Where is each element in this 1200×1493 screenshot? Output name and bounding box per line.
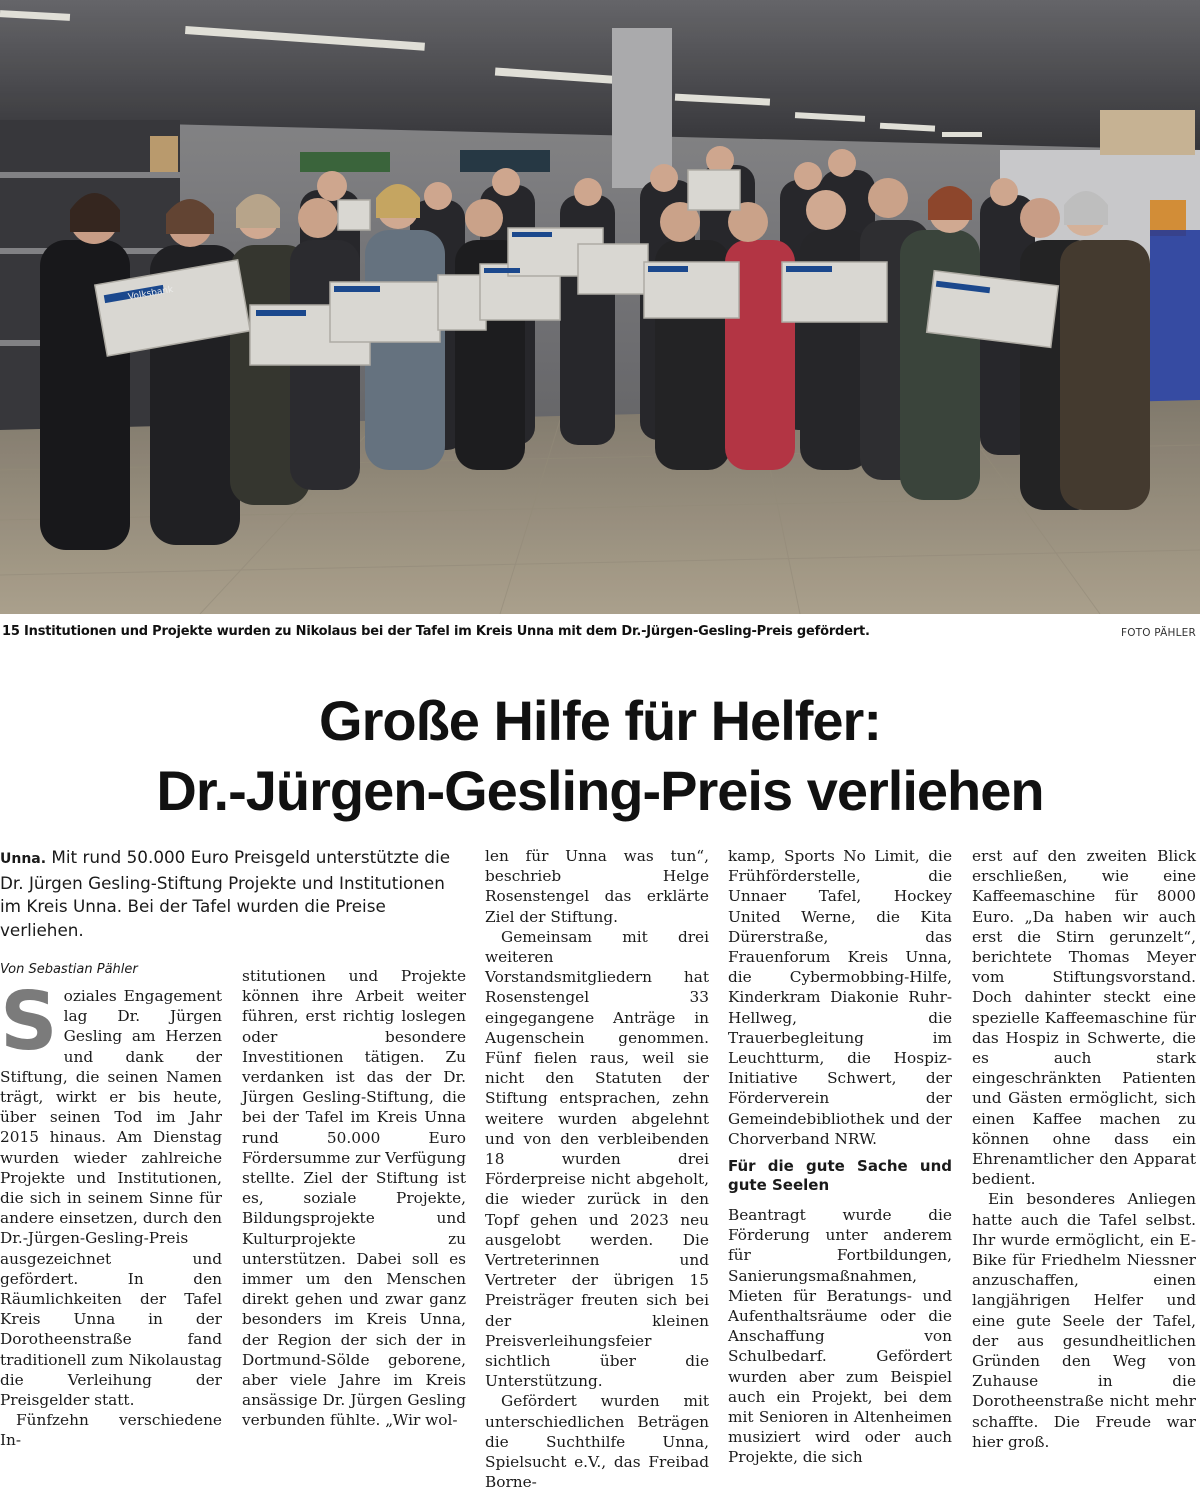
paragraph: Gemeinsam mit drei weiteren Vorstandsmitgliedern hat Rosenstengel 33 eingegangene Anträge in Augenschein genommen. Fünf fielen raus, weil sie nicht den Statuten der Stiftung entsprachen, zehn weitere wurden abgelehnt und von den verbleibenden 18 wurden drei Förderpreise nicht abgeholt, die wieder zurück in den Topf gehen und 2023 neu ausgelobt werden. Die Vertreterinnen und Vertreter der übrigen 15 Preisträger freuten sich bei der kleinen Preisverleihungsfeier sichtlich über die Unterstützung. bbox=[485, 927, 709, 1391]
body-column-5 bbox=[972, 846, 1196, 1452]
paragraph: oziales Engagement lag Dr. Jürgen Gesling am Herzen und dank der Stiftung, die seinen Namen trägt, wirkt er bis heute, über seinen Tod im Jahr 2015 hinaus. Am Dienstag wurden wieder zahlreiche Projekte und Institutionen, die sich in seinem Sinne für andere einsetzen, durch den Dr.-Jürgen-Gesling-Preis ausgezeichnet und gefördert. In den Räumlichkeiten der Tafel Kreis Unna in der Dorotheenstraße fand traditionell zum Nikolaustag die Verleihung der Preisgelder statt. bbox=[0, 987, 222, 1410]
headline-line-2: Dr.-Jürgen-Gesling-Preis verliehen bbox=[156, 759, 1044, 822]
body-column-1 bbox=[0, 975, 222, 1451]
byline: Von Sebastian Pähler bbox=[0, 962, 138, 977]
paragraph: len für Unna was tun“, beschrieb Helge Rosenstengel das erklärte Ziel der Stiftung. bbox=[485, 847, 709, 926]
photo-caption: 15 Institutionen und Projekte wurden zu Nikolaus bei der Tafel im Kreis Unna mit dem Dr.-Jürgen-Gesling-Preis gefördert. bbox=[2, 624, 870, 639]
paragraph: Ein besonderes Anliegen hatte auch die Tafel selbst. Ihr wurde ermöglicht, ein E-Bike für Friedhelm Niessner anzuschaffen, einen langjährigen Helfer und eine gute Seele der Tafel, der aus gesundheitlichen Gründen den Weg von Zuhause in die Dorotheenstraße nicht mehr schaffte. Die Freude war hier groß. bbox=[972, 1190, 1196, 1451]
cheque-brand-text: Volksbank bbox=[127, 284, 175, 303]
group-photo-illustration bbox=[0, 0, 1200, 614]
drop-cap: S bbox=[0, 975, 58, 1068]
paragraph: Beantragt wurde die Förderung unter anderem für Fortbildungen, Sanierungsmaßnahmen, Mieten für Beratungs- und Aufenthaltsräume oder die Anschaffung von Schulbedarf. Gefördert wurden aber zum Beispiel auch ein Projekt, bei dem mit Senioren in Altenheimen musiziert wird oder auch Projekte, die sich bbox=[728, 1206, 952, 1467]
photo-credit: FOTO PÄHLER bbox=[1120, 627, 1196, 639]
paragraph: stitutionen und Projekte können ihre Arbeit weiter führen, erst richtig loslegen oder besondere Investitionen tätigen. Zu verdanken ist das der Dr. Jürgen Gesling-Stiftung, die bei der Tafel im Kreis Unna rund 50.000 Euro Fördersumme zur Verfügung stellte. Ziel der Stiftung ist es, soziale Projekte, Bildungsprojekte und Kulturprojekte zu unterstützen. Dabei soll es immer um den Menschen direkt gehen und zwar ganz besonders im Kreis Unna, der Region der sich der in Dortmund-Sölde geborene, aber viele Jahre im Kreis ansässige Dr. Jürgen Gesling verbunden fühlte. „Wir wol- bbox=[242, 967, 466, 1430]
subheading: Für die gute Sache und gute Seelen bbox=[728, 1157, 952, 1195]
dateline: Unna. bbox=[0, 851, 47, 867]
headline-line-1: Große Hilfe für Helfer: bbox=[319, 689, 881, 752]
body-column-3 bbox=[485, 846, 709, 1493]
paragraph: erst auf den zweiten Blick erschließen, wie eine Kaffeemaschine für 8000 Euro. „Da haben wir auch erst die Stirn gerunzelt“, berichtete Thomas Meyer vom Stiftungsvorstand. Doch dahinter steckt eine spezielle Kaffeemaschine für das Hospiz in Schwerte, die es auch stark eingeschränkten Patienten und Gästen ermöglicht, sich einen Kaffee machen zu können ohne dass ein Ehrenamtlicher den Apparat bedient. bbox=[972, 847, 1196, 1189]
body-column-4 bbox=[728, 846, 952, 1468]
body-column-2 bbox=[242, 966, 466, 1431]
article-lead bbox=[0, 846, 466, 942]
article-photo bbox=[0, 0, 1200, 614]
lead-text: Mit rund 50.000 Euro Preisgeld unterstützte die Dr. Jürgen Gesling-Stiftung Projekte und Institutionen im Kreis Unna. Bei der Tafel wurden die Preise verliehen. bbox=[0, 847, 451, 940]
paragraph: kamp, Sports No Limit, die Frühförderstelle, die Unnaer Tafel, Hockey United Werne, die Kita Dürerstraße, das Frauenforum Kreis Unna, die Cybermobbing-Hilfe, Kinderkram Diakonie Ruhr-Hellweg, die Trauerbegleitung im Leuchtturm, die Hospiz-Initiative Schwert, der Förderverein der Gemeindebibliothek und der Chorverband NRW. bbox=[728, 847, 952, 1148]
paragraph: Fünfzehn verschiedene In- bbox=[0, 1411, 222, 1450]
paragraph: Gefördert wurden mit unterschiedlichen Beträgen die Suchthilfe Unna, Spielsucht e.V., das Freibad Borne- bbox=[485, 1392, 709, 1492]
